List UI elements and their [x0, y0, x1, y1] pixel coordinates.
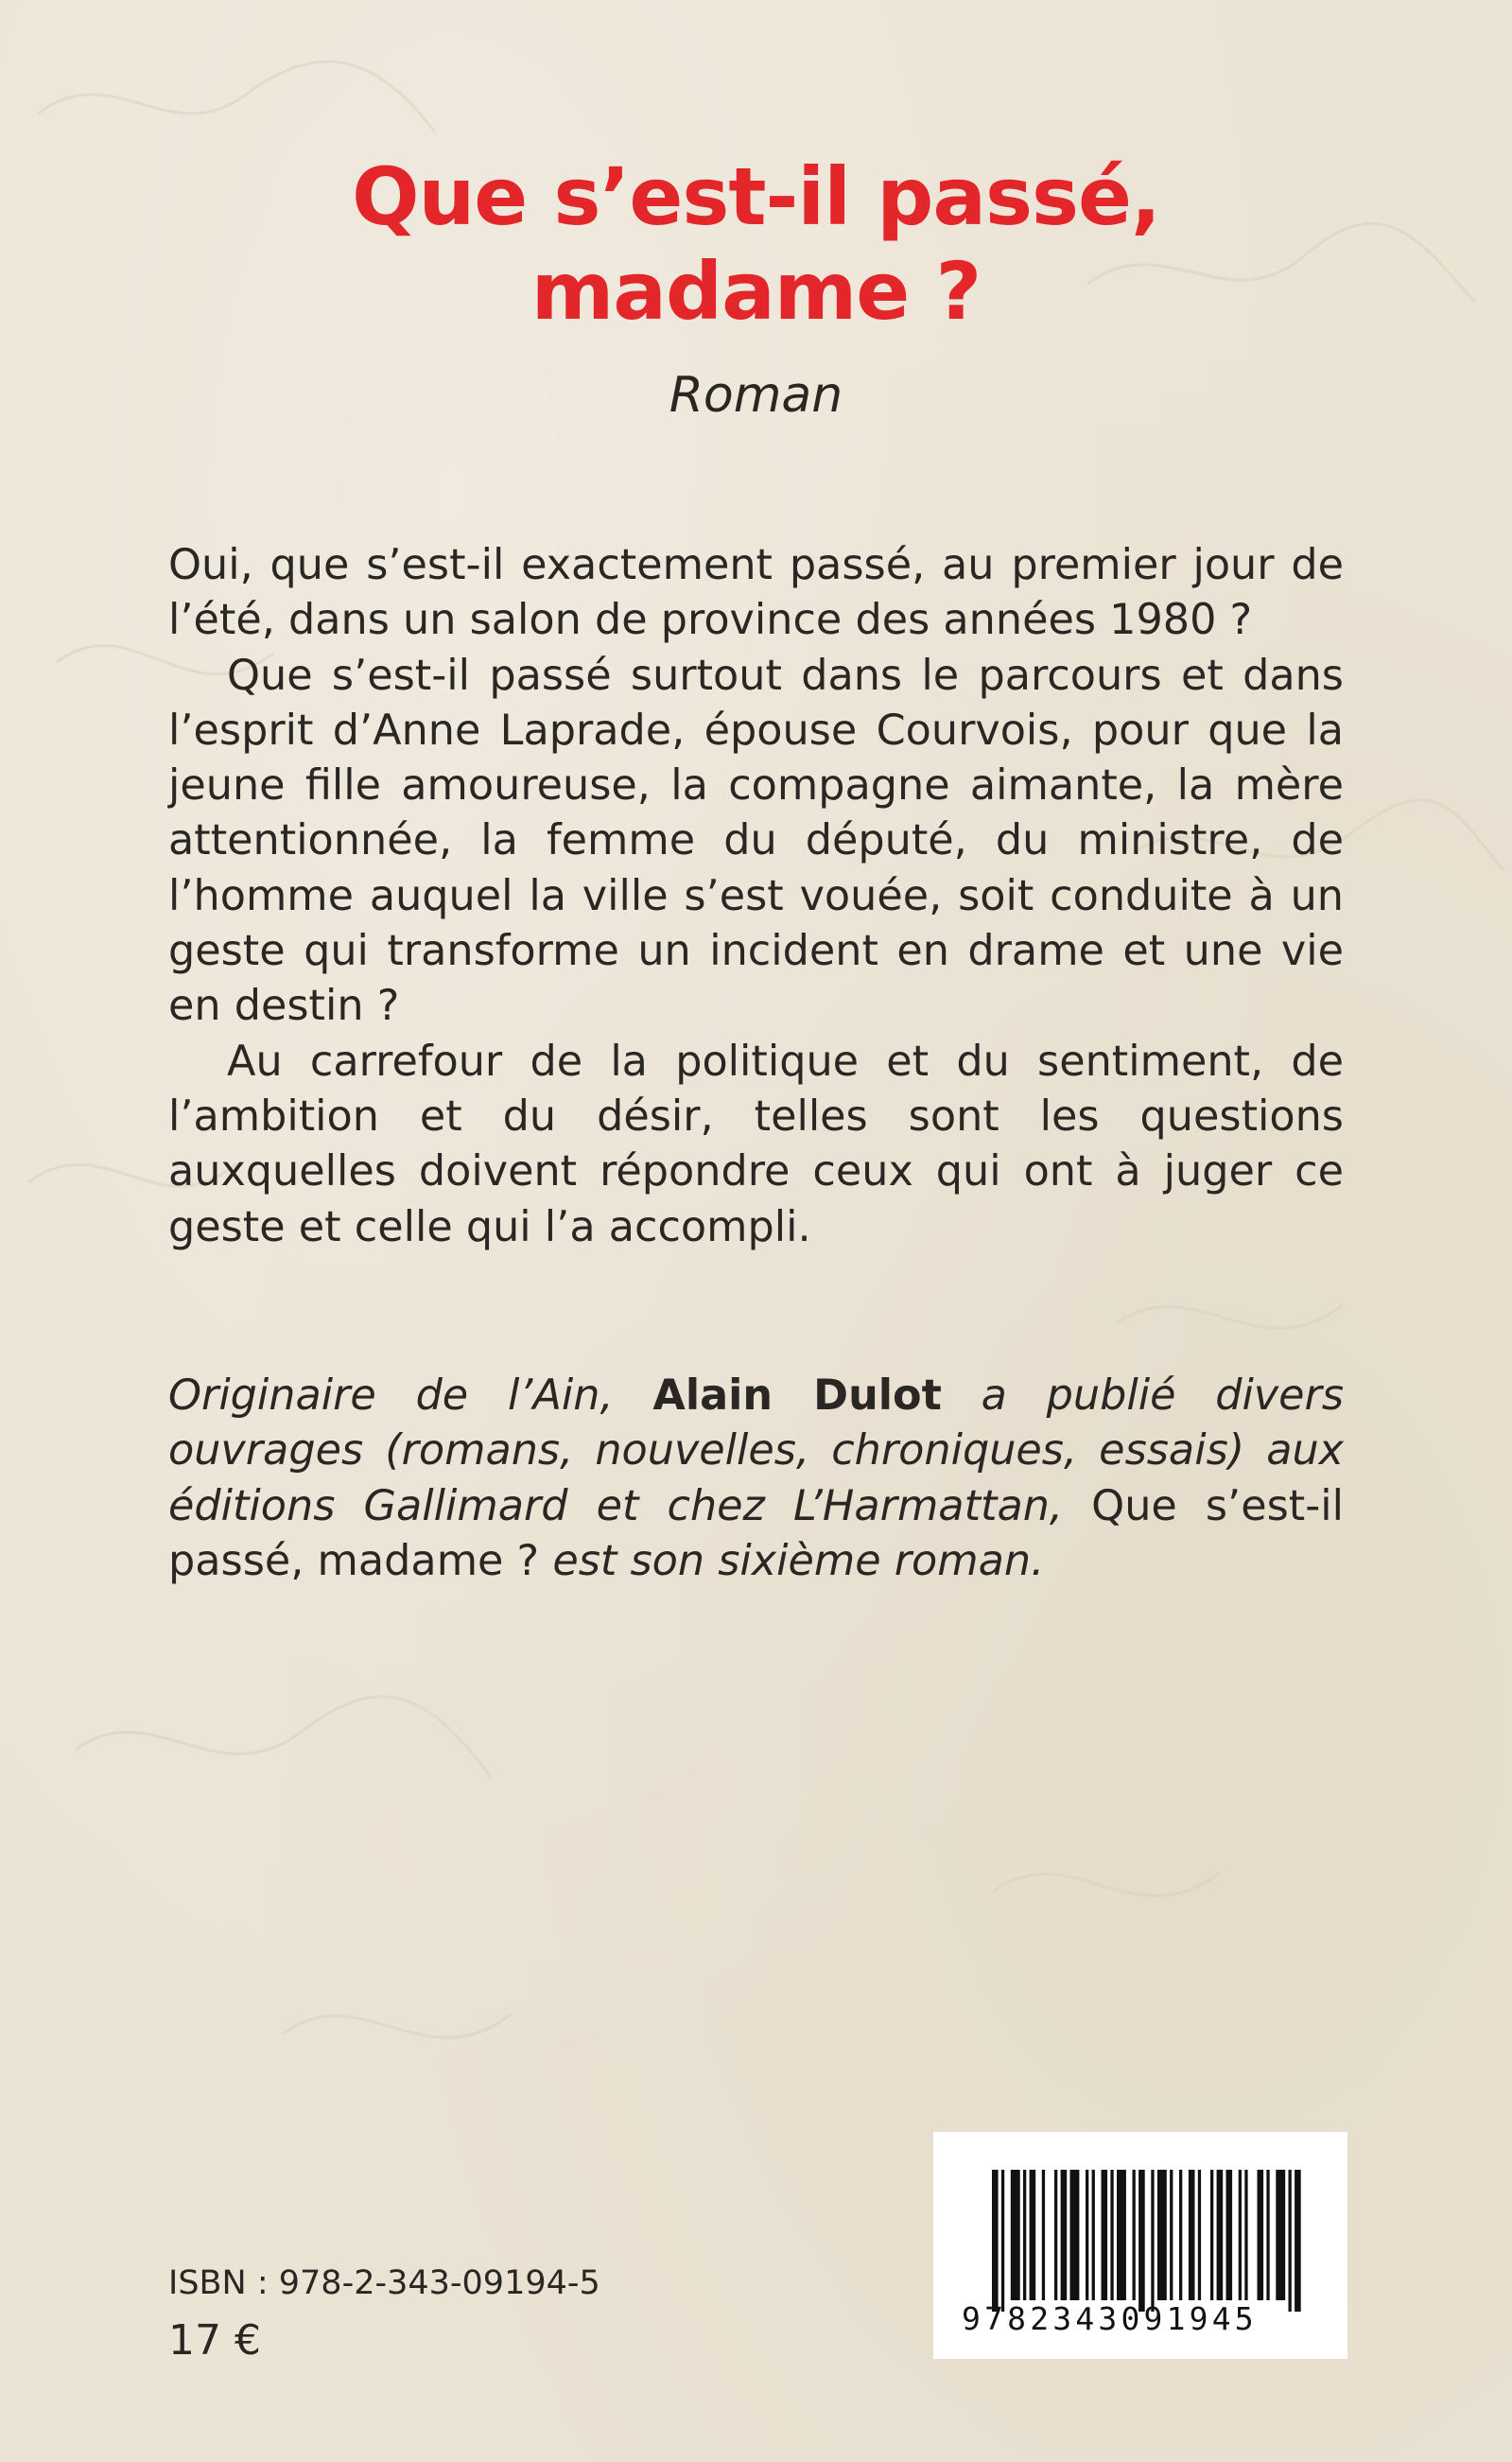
barcode-bar: [1276, 2170, 1285, 2300]
barcode-bar: [1061, 2170, 1068, 2300]
barcode-bar: [1198, 2170, 1201, 2300]
barcode-bar: [1151, 2170, 1154, 2312]
barcode-bar: [1295, 2170, 1301, 2312]
barcode-bar: [1244, 2170, 1247, 2300]
barcode-bar: [1086, 2170, 1088, 2300]
barcode-bar: [1189, 2170, 1195, 2300]
author-name: Alain Dulot: [652, 1371, 942, 1420]
barcode-bar: [1030, 2170, 1036, 2300]
barcode-bar: [1138, 2170, 1145, 2312]
blurb-paragraph-1: Oui, que s’est-il exactement passé, au premier jour de l’été, dans un salon de province des années 1980 ?: [168, 541, 1344, 645]
barcode-bar: [1011, 2170, 1020, 2300]
blurb-paragraph-3: Au carrefour de la politique et du sentiment, de l’ambition et du désir, telles sont les questions auxquelles doivent répondre ceux qui ont à juger ce geste et celle qui l’a accompli.: [168, 1037, 1344, 1251]
bio-text-3: est son sixième roman.: [539, 1536, 1045, 1585]
barcode-bar: [1023, 2170, 1026, 2300]
barcode-bar: [1092, 2170, 1095, 2300]
book-title: [0, 149, 1512, 339]
isbn-label: ISBN : 978-2-343-09194-5: [168, 2264, 600, 2302]
book-title-line-2: madame ?: [530, 245, 982, 338]
blurb: [168, 538, 1344, 1255]
barcode-digits: 9782343091945: [962, 2300, 1258, 2337]
barcode-bar: [1170, 2170, 1173, 2300]
barcode-bar: [1289, 2170, 1292, 2312]
barcode-bar: [1210, 2170, 1213, 2300]
bio-book-title: Que s’est-il passé, madame ?: [168, 1481, 1344, 1585]
barcode-bar: [1258, 2170, 1264, 2300]
barcode-bar: [1226, 2170, 1233, 2300]
barcode-bar: [1054, 2170, 1057, 2300]
bio-text-1: Originaire de l’Ain,: [168, 1371, 653, 1420]
barcode: [933, 2132, 1347, 2359]
barcode-bar: [1133, 2170, 1136, 2300]
barcode-bar: [1117, 2170, 1126, 2300]
price-label: 17 €: [168, 2316, 261, 2365]
barcode-bar: [1110, 2170, 1113, 2300]
barcode-bar: [1102, 2170, 1108, 2300]
author-bio: [168, 1369, 1344, 1589]
barcode-bar: [1179, 2170, 1182, 2300]
bio-text-2: a publié divers ouvrages (romans, nouvelles, chroniques, essais) aux éditions Gallimard et chez L’Harmattan,: [168, 1371, 1345, 1530]
blurb-paragraph-2: Que s’est-il passé surtout dans le parcours et dans l’esprit d’Anne Laprade, épouse Courvois, pour que la jeune fille amoureuse, la compagne aimante, la mère attentionnée, la femme du député, du ministre, de l’homme auquel la ville s’est vouée, soit conduite à un geste qui transforme un incident en drame et une vie en destin ?: [168, 651, 1344, 1031]
barcode-bar: [992, 2170, 999, 2312]
book-title-line-1: Que s’est-il passé,: [352, 150, 1160, 243]
barcode-bar: [1042, 2170, 1045, 2300]
barcode-bar: [1266, 2170, 1269, 2300]
barcode-bar: [1239, 2170, 1242, 2300]
barcode-bar: [1157, 2170, 1167, 2300]
barcode-bar: [1070, 2170, 1080, 2300]
barcode-bar: [1001, 2170, 1004, 2312]
genre-label: Roman: [669, 367, 843, 424]
barcode-bar: [1217, 2170, 1224, 2300]
